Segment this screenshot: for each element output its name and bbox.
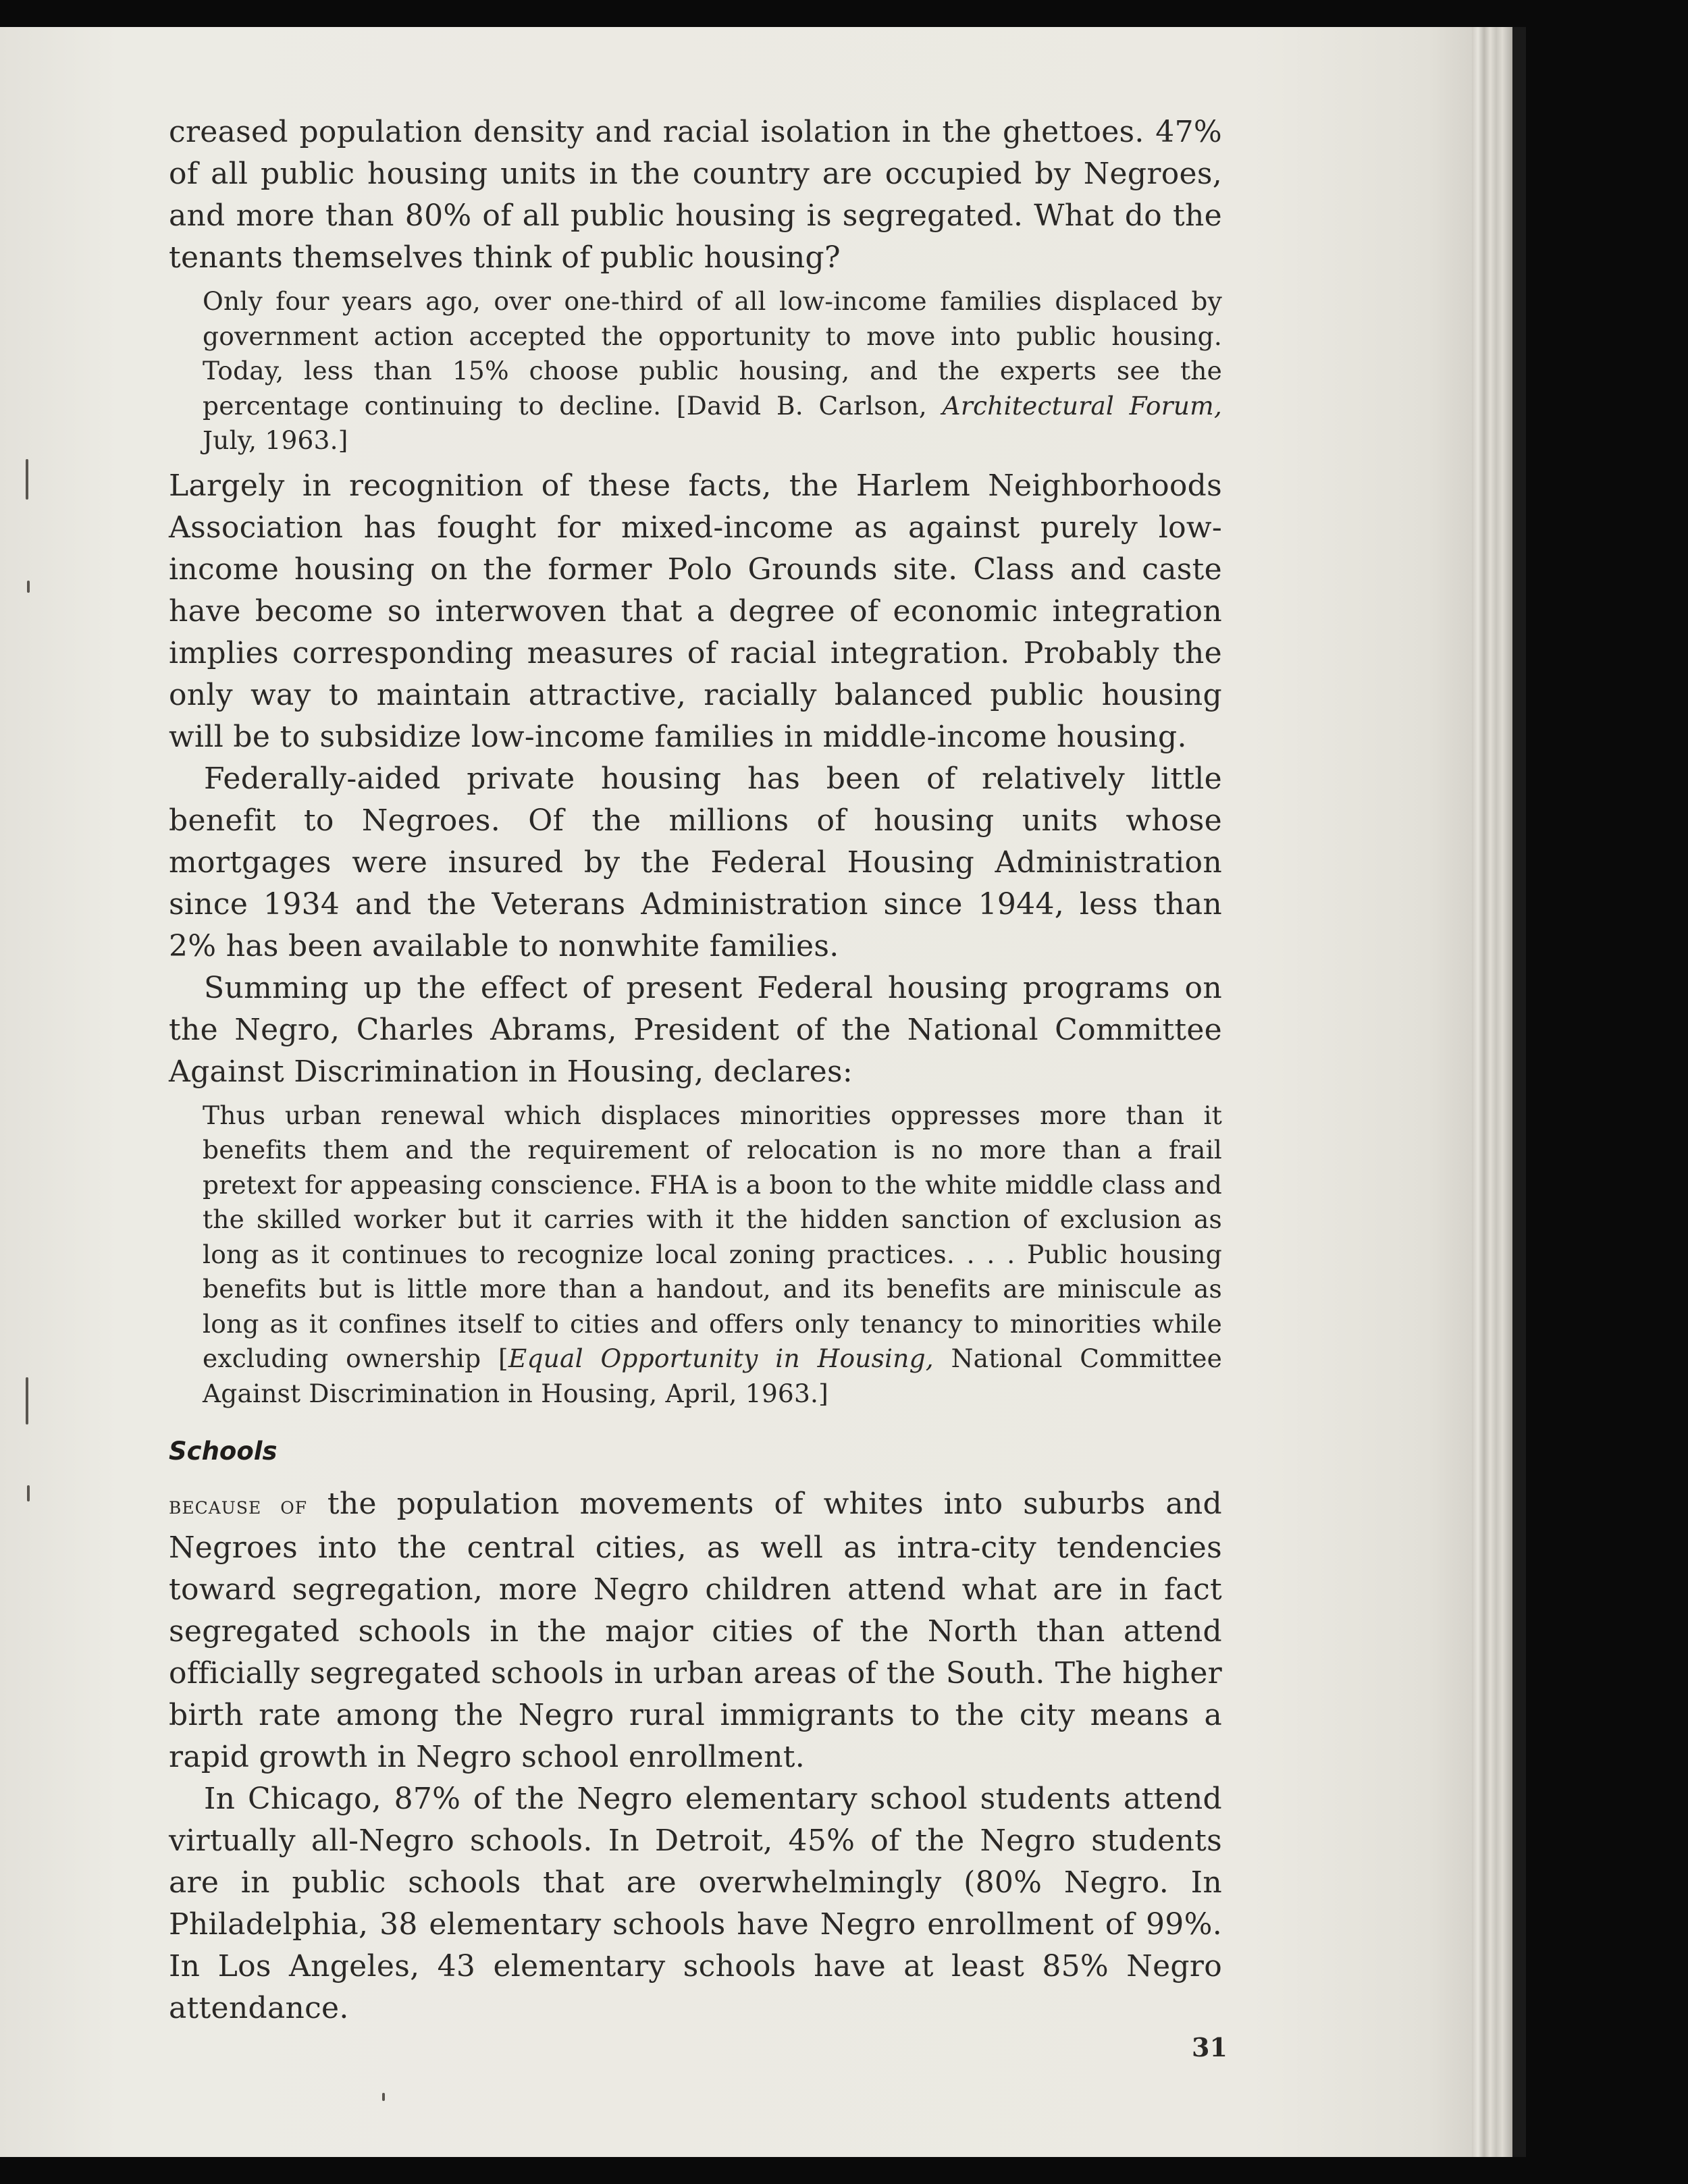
page-number: 31 [1192, 2032, 1228, 2062]
margin-speck [27, 581, 30, 593]
quote-source: Architectural Forum, [942, 390, 1222, 421]
quote-text: Thus urban renewal which displaces minorities oppresses more than it benefits them and the requirement of relocation is no more than a frail pretext for appeasing conscience. FHA is a boon to the white middle class and the skilled worker but it carries with it the hidden sanction of exclusion as long as it continues to recognize local zoning practices. . . . Public housing benefits but is little more than a handout, and its benefits are miniscule as long as it confines itself to cities and offers only tenancy to minorities while excluding ownership [ [203, 1100, 1222, 1373]
paragraph-federal-aid: Federally-aided private housing has been of relatively little benefit to Negroes. Of the millions of housing units whose mortgages were insured by the Federal Housing Administration since 1934 and the Veterans Administration since 1944, less than 2% has been available to nonwhite families. [169, 761, 1222, 963]
book-page [0, 27, 1472, 2157]
quote-tail: National Committee Against Discrimination in Housing, April, 1963.] [203, 1343, 1222, 1408]
paragraph-schools-cities: In Chicago, 87% of the Negro elementary school students attend virtually all-Negro schools. In Detroit, 45% of the Negro students are in public schools that are overwhelmingly (80% Negro. In Philadelphia, 38 elementary schools have Negro enrollment of 99%. In Los Angeles, 43 elementary schools have at least 85% Negro attendance. [169, 1782, 1222, 2025]
block-quote-abrams [203, 1098, 1222, 1412]
page-edge-stack [1472, 27, 1512, 2157]
edge-shadow [1512, 27, 1526, 2157]
quote-source: Equal Opportunity in Housing, [508, 1343, 934, 1373]
page-text [169, 111, 1222, 2029]
paragraph-continued: creased population density and racial isolation in the ghettoes. 47% of all public housing units in the country are occupied by Negroes, and more than 80% of all public housing is segregated. What do the tenants themselves think of public housing? [169, 115, 1222, 275]
paragraph-abrams: Summing up the effect of present Federal housing programs on the Negro, Charles Abrams, President of the National Committee Against Discrimination in Housing, declares: [169, 970, 1222, 1089]
block-quote-carlson [203, 284, 1222, 458]
margin-speck [382, 2093, 385, 2101]
margin-speck [27, 1485, 30, 1501]
paragraph-harlem: Largely in recognition of these facts, the Harlem Neighborhoods Association has fought for mixed-income as against purely low-income housing on the former Polo Grounds site. Class and caste have become so interwoven that a degree of economic integration implies corresponding measures of racial integration. Probably the only way to maintain attractive, racially balanced public housing will be to subsidize low-income families in middle-income housing. [169, 468, 1222, 754]
margin-speck [26, 1377, 28, 1424]
quote-text: Only four years ago, over one-third of all low-income families displaced by government action accepted the opportunity to move into public housing. Today, less than 15% choose public housing, and the experts see the percentage continuing to decline. [David B. Carlson, [203, 286, 1222, 421]
quote-tail: July, 1963.] [203, 425, 348, 455]
lead-in-small-caps: because of [169, 1492, 308, 1520]
paragraph-text: the population movements of whites into suburbs and Negroes into the central cities, as well as intra-city tendencies toward segregation, more Negro children attend what are in fact segregated schools in the major cities of the North than attend officially segregated schools in urban areas of the South. The higher birth rate among the Negro rural immigrants to the city means a rapid growth in Negro school enrollment. [169, 1487, 1222, 1774]
paragraph-schools-intro [169, 1483, 1222, 1778]
margin-speck [26, 459, 28, 500]
section-heading-schools: Schools [169, 1437, 278, 1466]
